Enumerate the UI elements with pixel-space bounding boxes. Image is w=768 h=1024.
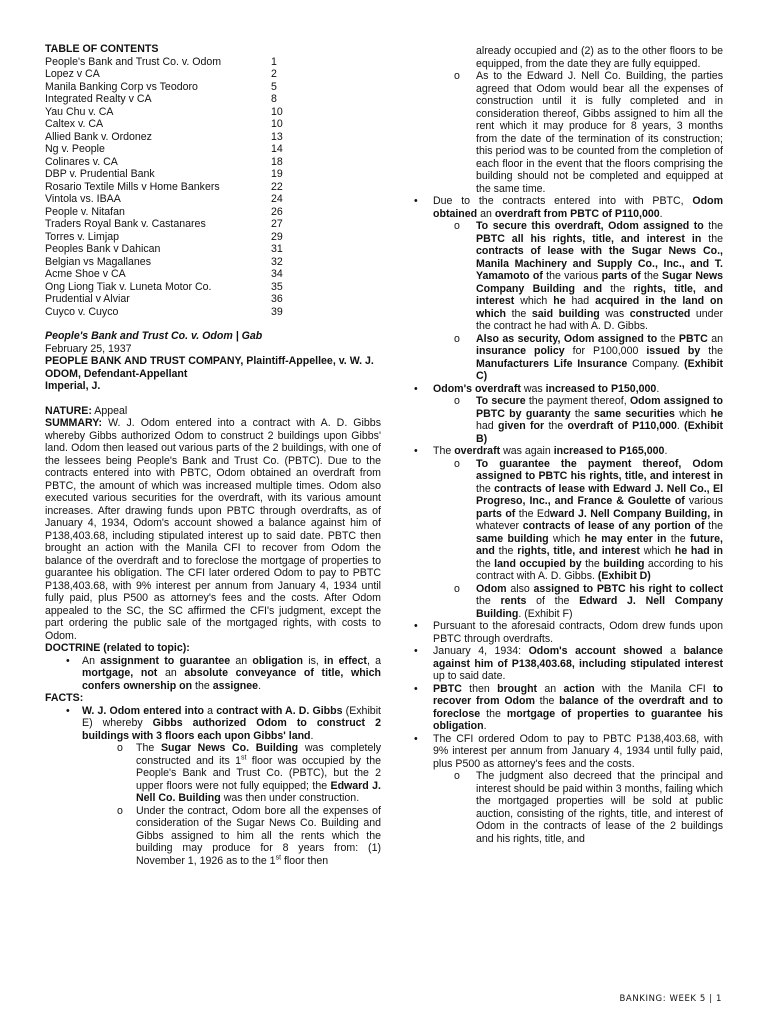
doctrine-item: • An assignment to guarantee an obligation is, in effect, a mortgage, not an absolute conveyance of title, which confers ownership on the assignee.	[45, 655, 381, 693]
toc-entry-name: Cuyco v. Cuyco	[45, 305, 119, 318]
toc-entry	[45, 68, 381, 81]
toc-entry	[45, 106, 381, 119]
case-parties: PEOPLE BANK AND TRUST COMPANY, Plaintiff-Appellee, v. W. J. ODOM, Defendant-Appellant	[45, 355, 374, 380]
right-column	[412, 45, 723, 845]
fact-item-4: • The overdraft was again increased to P165,000.	[412, 445, 723, 458]
toc-entry-page: 31	[271, 243, 283, 255]
toc-entry	[45, 56, 381, 69]
toc-entry	[45, 231, 381, 244]
toc-entry	[45, 281, 381, 294]
nature-line	[45, 405, 381, 418]
toc-entry-name: Traders Royal Bank v. Castanares	[45, 218, 206, 230]
toc-entry	[45, 168, 381, 181]
nature-value: Appeal	[91, 404, 128, 417]
toc-entry-name: Ong Liong Tiak v. Luneta Motor Co.	[45, 280, 212, 293]
fact-item-7: • PBTC then brought an action with the Manila CFI to recover from Odom the balance of the overdraft and to foreclose the mortgage of properties to guarantee his obligation.	[412, 683, 723, 733]
toc-entry	[45, 306, 381, 319]
toc-entry-name: Yau Chu v. CA	[45, 105, 114, 118]
left-column	[45, 43, 381, 867]
toc-entry	[45, 131, 381, 144]
toc-entry-page: 13	[271, 130, 283, 143]
fact-subitem-4-1: o To guarantee the payment thereof, Odom assigned to PBTC his rights, title, and interest in the contracts of lease with Edward J. Nell Co., El Progreso, Inc., and France & Goulette of various parts of the Edward J. Nell Company Building, in whatever contracts of lease of any portion of the same building which he may enter in the future, and the rights, title, and interest which he had in the land occupied by the building according to his contract with A. D. Gibbs. (Exhibit D)	[412, 458, 723, 583]
fact-subitem-3-1: o To secure the payment thereof, Odom assigned to PBTC by guaranty the same securities which he had given for the overdraft of P110,000. (Exhibit B)	[412, 395, 723, 445]
toc-entry-name: Torres v. Limjap	[45, 230, 119, 243]
toc-entry	[45, 118, 381, 131]
toc-entry-name: Ng v. People	[45, 143, 105, 155]
toc-entry-page: 5	[271, 80, 277, 93]
toc-entry	[45, 293, 381, 306]
toc-entry	[45, 243, 381, 256]
toc-entry-page: 2	[271, 68, 277, 80]
toc-entry-name: DBP v. Prudential Bank	[45, 168, 155, 180]
toc-entry-page: 35	[271, 280, 283, 293]
toc-entry-name: People's Bank and Trust Co. v. Odom	[45, 55, 222, 68]
toc-entry-name: People v. Nitafan	[45, 205, 125, 218]
fact-subitem-2-2: o Also as security, Odom assigned to the PBTC an insurance policy for P100,000 issued by the Manufacturers Life Insurance Company. (Exhibit C)	[412, 333, 723, 383]
toc-entry	[45, 268, 381, 281]
toc-entry-name: Colinares v. CA	[45, 155, 118, 168]
summary-paragraph	[45, 417, 381, 642]
fact-item-6: • January 4, 1934: Odom's account showed a balance against him of P138,403.68, including stipulated interest up to said date.	[412, 645, 723, 683]
summary-label: SUMMARY:	[45, 417, 103, 429]
summary-text: W. J. Odom entered into a contract with A. D. Gibbs whereby Gibbs authorized Odom to construct 2 buildings upon Gibbs' land. Odom then leased out various parts of the 2 buildings, with one of the lessees being People's Bank and Trust Co. (PBTC). Due to the contracts entered into with PBTC, Odom obtained an overdraft from PBTC, the amount of which was increased multiple times. Odom also executed various securities for the overdraft, with its various amount increases. After drawing funds upon PBTC through overdrafts, as of January 4, 1934, Odom's account showed a balance against him of P138,403.68, including stipulated interest up to said date. PBTC then brought an action with the Manila CFI to recover from Odom the balance of the overdraft and to foreclose the mortgage of properties to guarantee his obligation. The CFI later ordered Odom to pay to PBTC P138,403.68, with 9% interest per annum from January 4, 1934 until fully paid, plus P500 as attorney's fees and the costs. After Odom appealed to the SC, the SC affirmed the CFI's judgment, except the part ordering the public sale of the mortgaged rights, with costs to Odom.	[45, 417, 381, 642]
toc-entry	[45, 256, 381, 269]
toc-entry-page: 19	[271, 168, 283, 180]
toc-list	[45, 56, 381, 319]
case-ponente: Imperial, J.	[45, 380, 101, 392]
toc-entry	[45, 193, 381, 206]
fact-item-8: • The CFI ordered Odom to pay to PBTC P138,403.68, with 9% interest per annum from January 4, 1934 until fully paid, plus P500 as attorney's fees and the costs.	[412, 733, 723, 771]
toc-entry-name: Prudential v Alviar	[45, 293, 130, 305]
toc-entry-page: 10	[271, 105, 283, 118]
toc-entry-name: Caltex v. CA	[45, 118, 104, 130]
toc-entry-name: Vintola vs. IBAA	[45, 193, 121, 205]
toc-entry-page: 39	[271, 305, 283, 318]
doctrine-label: DOCTRINE (related to topic):	[45, 642, 190, 654]
fact-subitem-2-1: o To secure this overdraft, Odom assigned to the PBTC all his rights, title, and interest in the contracts of lease with the Sugar News Co., Manila Machinery and Supply Co., Inc., and T. Yamamoto of the various parts of the Sugar News Company Building and the rights, title, and interest which he had acquired in the land on which the said building was constructed under the contract he had with A. D. Gibbs.	[412, 220, 723, 333]
page-footer: BANKING: WEEK 5 | 1	[619, 994, 722, 1004]
facts-label: FACTS:	[45, 692, 84, 704]
toc-entry-page: 18	[271, 155, 283, 168]
toc-entry-page: 32	[271, 255, 283, 268]
fact-subitem-4-2: o Odom also assigned to PBTC his right to collect the rents of the Edward J. Nell Company Building. (Exhibit F)	[412, 583, 723, 621]
fact-item-3: • Odom's overdraft was increased to P150,000.	[412, 383, 723, 396]
toc-entry-name: Allied Bank v. Ordonez	[45, 130, 152, 143]
fact-subitem-1-2: o Under the contract, Odom bore all the expenses of consideration of the Sugar News Co. Building and Gibbs assigned to him all the rents which the building may produce for 8 years from: (1) November 1, 1926 as to the 1st floor then	[45, 805, 381, 868]
fact-item-1: • W. J. Odom entered into a contract with A. D. Gibbs (Exhibit E) whereby Gibbs authorized Odom to construct 2 buildings with 3 floors each upon Gibbs' land.	[45, 705, 381, 743]
toc-entry-name: Peoples Bank v Dahican	[45, 243, 161, 255]
toc-entry	[45, 81, 381, 94]
toc-entry	[45, 156, 381, 169]
toc-entry-page: 14	[271, 143, 283, 155]
toc-entry-page: 36	[271, 293, 283, 305]
toc-entry-page: 27	[271, 218, 283, 230]
toc-entry-name: Rosario Textile Mills v Home Bankers	[45, 180, 220, 193]
toc-entry-page: 1	[271, 55, 277, 68]
fact-subitem-1-1: o The Sugar News Co. Building was completely constructed and its 1st floor was occupied by the People's Bank and Trust Co. (PBTC), but the 2 upper floors were not fully equipped; the Edward J. Nell Co. Building was then under construction.	[45, 742, 381, 805]
nature-label: NATURE:	[45, 404, 92, 417]
toc-entry-name: Acme Shoe v CA	[45, 268, 126, 280]
toc-entry	[45, 181, 381, 194]
toc-entry-page: 29	[271, 230, 283, 243]
toc-entry	[45, 93, 381, 106]
toc-entry	[45, 218, 381, 231]
toc-entry-name: Lopez v CA	[45, 68, 100, 80]
toc-title: TABLE OF CONTENTS	[45, 43, 159, 55]
toc-entry-name: Manila Banking Corp vs Teodoro	[45, 80, 198, 93]
toc-entry-page: 22	[271, 180, 283, 193]
toc-entry	[45, 143, 381, 156]
toc-entry-name: Integrated Realty v CA	[45, 93, 152, 105]
toc-entry-page: 34	[271, 268, 283, 280]
fact-item-5: • Pursuant to the aforesaid contracts, Odom drew funds upon PBTC through overdrafts.	[412, 620, 723, 645]
fact-subitem-1-2-continued: already occupied and (2) as to the other floors to be equipped, from the date they are fully equipped.	[476, 45, 723, 70]
toc-entry	[45, 206, 381, 219]
case-title: People's Bank and Trust Co. v. Odom | Gab	[45, 330, 263, 342]
fact-item-2: • Due to the contracts entered into with PBTC, Odom obtained an overdraft from PBTC of P110,000.	[412, 195, 723, 220]
toc-entry-name: Belgian vs Magallanes	[45, 255, 151, 268]
case-date: February 25, 1937	[45, 342, 132, 355]
toc-entry-page: 26	[271, 205, 283, 218]
toc-entry-page: 24	[271, 193, 283, 205]
toc-entry-page: 8	[271, 93, 277, 105]
toc-entry-page: 10	[271, 118, 283, 130]
fact-subitem-1-3: o As to the Edward J. Nell Co. Building, the parties agreed that Odom would bear all the expenses of construction until it is fully completed and in consideration thereof, Gibbs assigned to him all the rent which it may produce for 8 years, 3 months from the date of the termination of its construction; this period was to be counted from the completion of each floor in the event that the floors comprising the building should not be completed and equipped at the same time.	[412, 70, 723, 195]
fact-subitem-8-1: o The judgment also decreed that the principal and interest should be paid within 3 months, failing which the mortgaged properties will be sold at public auction, consisting of the rights, title, and interest of Odom in the contracts of lease of the 2 buildings and his rights, title, and	[412, 770, 723, 845]
